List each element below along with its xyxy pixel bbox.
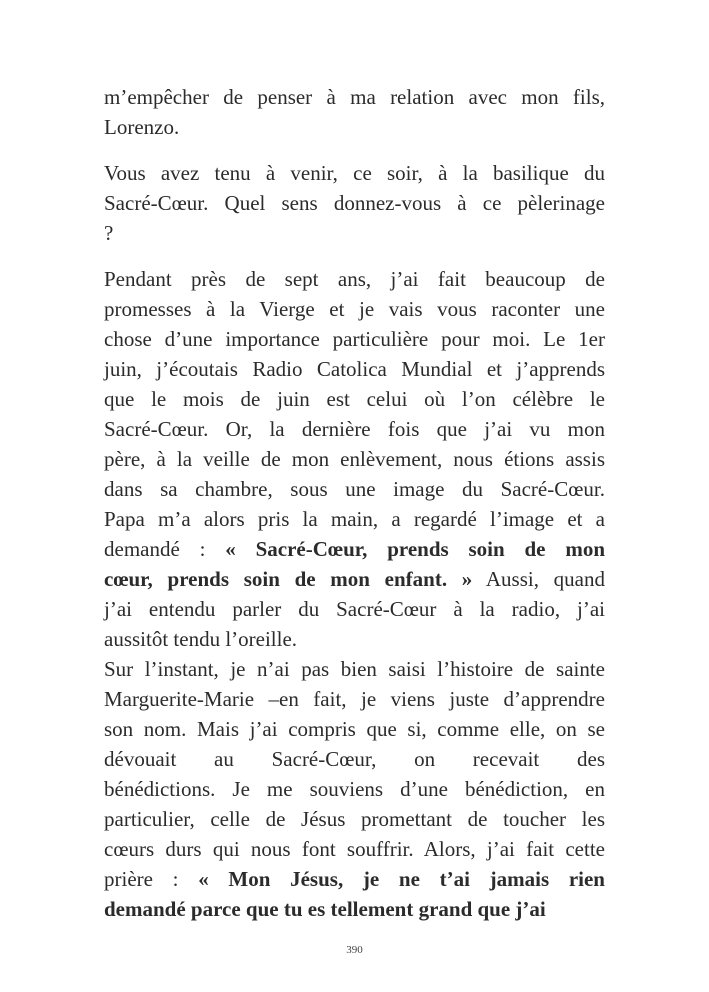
text-run: dévouait au Sacré-Cœur, on recevait des — [104, 747, 605, 771]
text-line — [104, 864, 605, 894]
text-run: Lorenzo. — [104, 115, 180, 139]
text-run: son nom. Mais j’ai compris que si, comme elle, on se — [104, 717, 605, 741]
bold-quote: « Mon Jésus, je ne t’ai jamais rien — [198, 867, 605, 891]
text-line — [104, 414, 605, 444]
paragraph — [104, 82, 605, 142]
text-line — [104, 624, 605, 654]
paragraph-gap — [104, 248, 605, 264]
text-line — [104, 894, 605, 924]
text-line — [104, 804, 605, 834]
text-run: père, à la veille de mon enlèvement, nous étions assis — [104, 447, 605, 471]
text-run: prière : — [104, 867, 199, 891]
text-line — [104, 82, 605, 112]
text-run: m’empêcher de penser à ma relation avec mon fils, — [104, 85, 605, 109]
text-line — [104, 444, 605, 474]
text-line — [104, 264, 605, 294]
text-run: cœurs durs qui nous font souffrir. Alors, j’ai fait cette — [104, 837, 605, 861]
bold-quote: demandé parce que tu es tellement grand que j’ai — [104, 897, 546, 921]
text-run: Pendant près de sept ans, j’ai fait beaucoup de — [104, 267, 605, 291]
text-line — [104, 774, 605, 804]
text-line — [104, 744, 605, 774]
text-run: Vous avez tenu à venir, ce soir, à la basilique du — [104, 161, 605, 185]
page-body — [104, 82, 605, 924]
text-line — [104, 324, 605, 354]
paragraph-gap — [104, 142, 605, 158]
text-run: que le mois de juin est celui où l’on célèbre le — [104, 387, 605, 411]
text-line — [104, 294, 605, 324]
text-run: Sur l’instant, je n’ai pas bien saisi l’histoire de sainte — [104, 657, 605, 681]
text-line — [104, 354, 605, 384]
text-run: aussitôt tendu l’oreille. — [104, 627, 298, 651]
bold-quote: « Sacré-Cœur, prends soin de mon — [225, 537, 605, 561]
text-run: j’ai entendu parler du Sacré-Cœur à la radio, j’ai — [104, 597, 605, 621]
text-line — [104, 474, 605, 504]
text-run: Papa m’a alors pris la main, a regardé l’image et a — [104, 507, 605, 531]
text-run: Sacré-Cœur. Quel sens donnez-vous à ce pèlerinage — [104, 191, 605, 215]
text-run: bénédictions. Je me souviens d’une bénédiction, en — [104, 777, 605, 801]
text-run: ? — [104, 221, 114, 245]
text-run: demandé : — [104, 537, 226, 561]
text-run: promesses à la Vierge et je vais vous raconter une — [104, 297, 605, 321]
text-line — [104, 534, 605, 564]
text-run: juin, j’écoutais Radio Catolica Mundial et j’apprends — [104, 357, 605, 381]
text-line — [104, 714, 605, 744]
text-run: chose d’une importance particulière pour moi. Le 1er — [104, 327, 605, 351]
text-line — [104, 158, 605, 188]
text-line — [104, 834, 605, 864]
text-line — [104, 218, 605, 248]
text-line — [104, 564, 605, 594]
text-line — [104, 112, 605, 142]
text-line — [104, 504, 605, 534]
text-line — [104, 594, 605, 624]
bold-quote: cœur, prends soin de mon enfant. » — [104, 567, 473, 591]
text-line — [104, 654, 605, 684]
paragraph — [104, 158, 605, 248]
page-number: 390 — [346, 944, 363, 956]
text-line — [104, 384, 605, 414]
text-run: particulier, celle de Jésus promettant de toucher les — [104, 807, 605, 831]
text-line — [104, 684, 605, 714]
paragraph — [104, 264, 605, 924]
text-line — [104, 188, 605, 218]
text-run: Aussi, quand — [472, 567, 605, 591]
text-run: Marguerite-Marie –en fait, je viens juste d’apprendre — [104, 687, 605, 711]
text-run: Sacré-Cœur. Or, la dernière fois que j’ai vu mon — [104, 417, 605, 441]
text-run: dans sa chambre, sous une image du Sacré-Cœur. — [104, 477, 605, 501]
